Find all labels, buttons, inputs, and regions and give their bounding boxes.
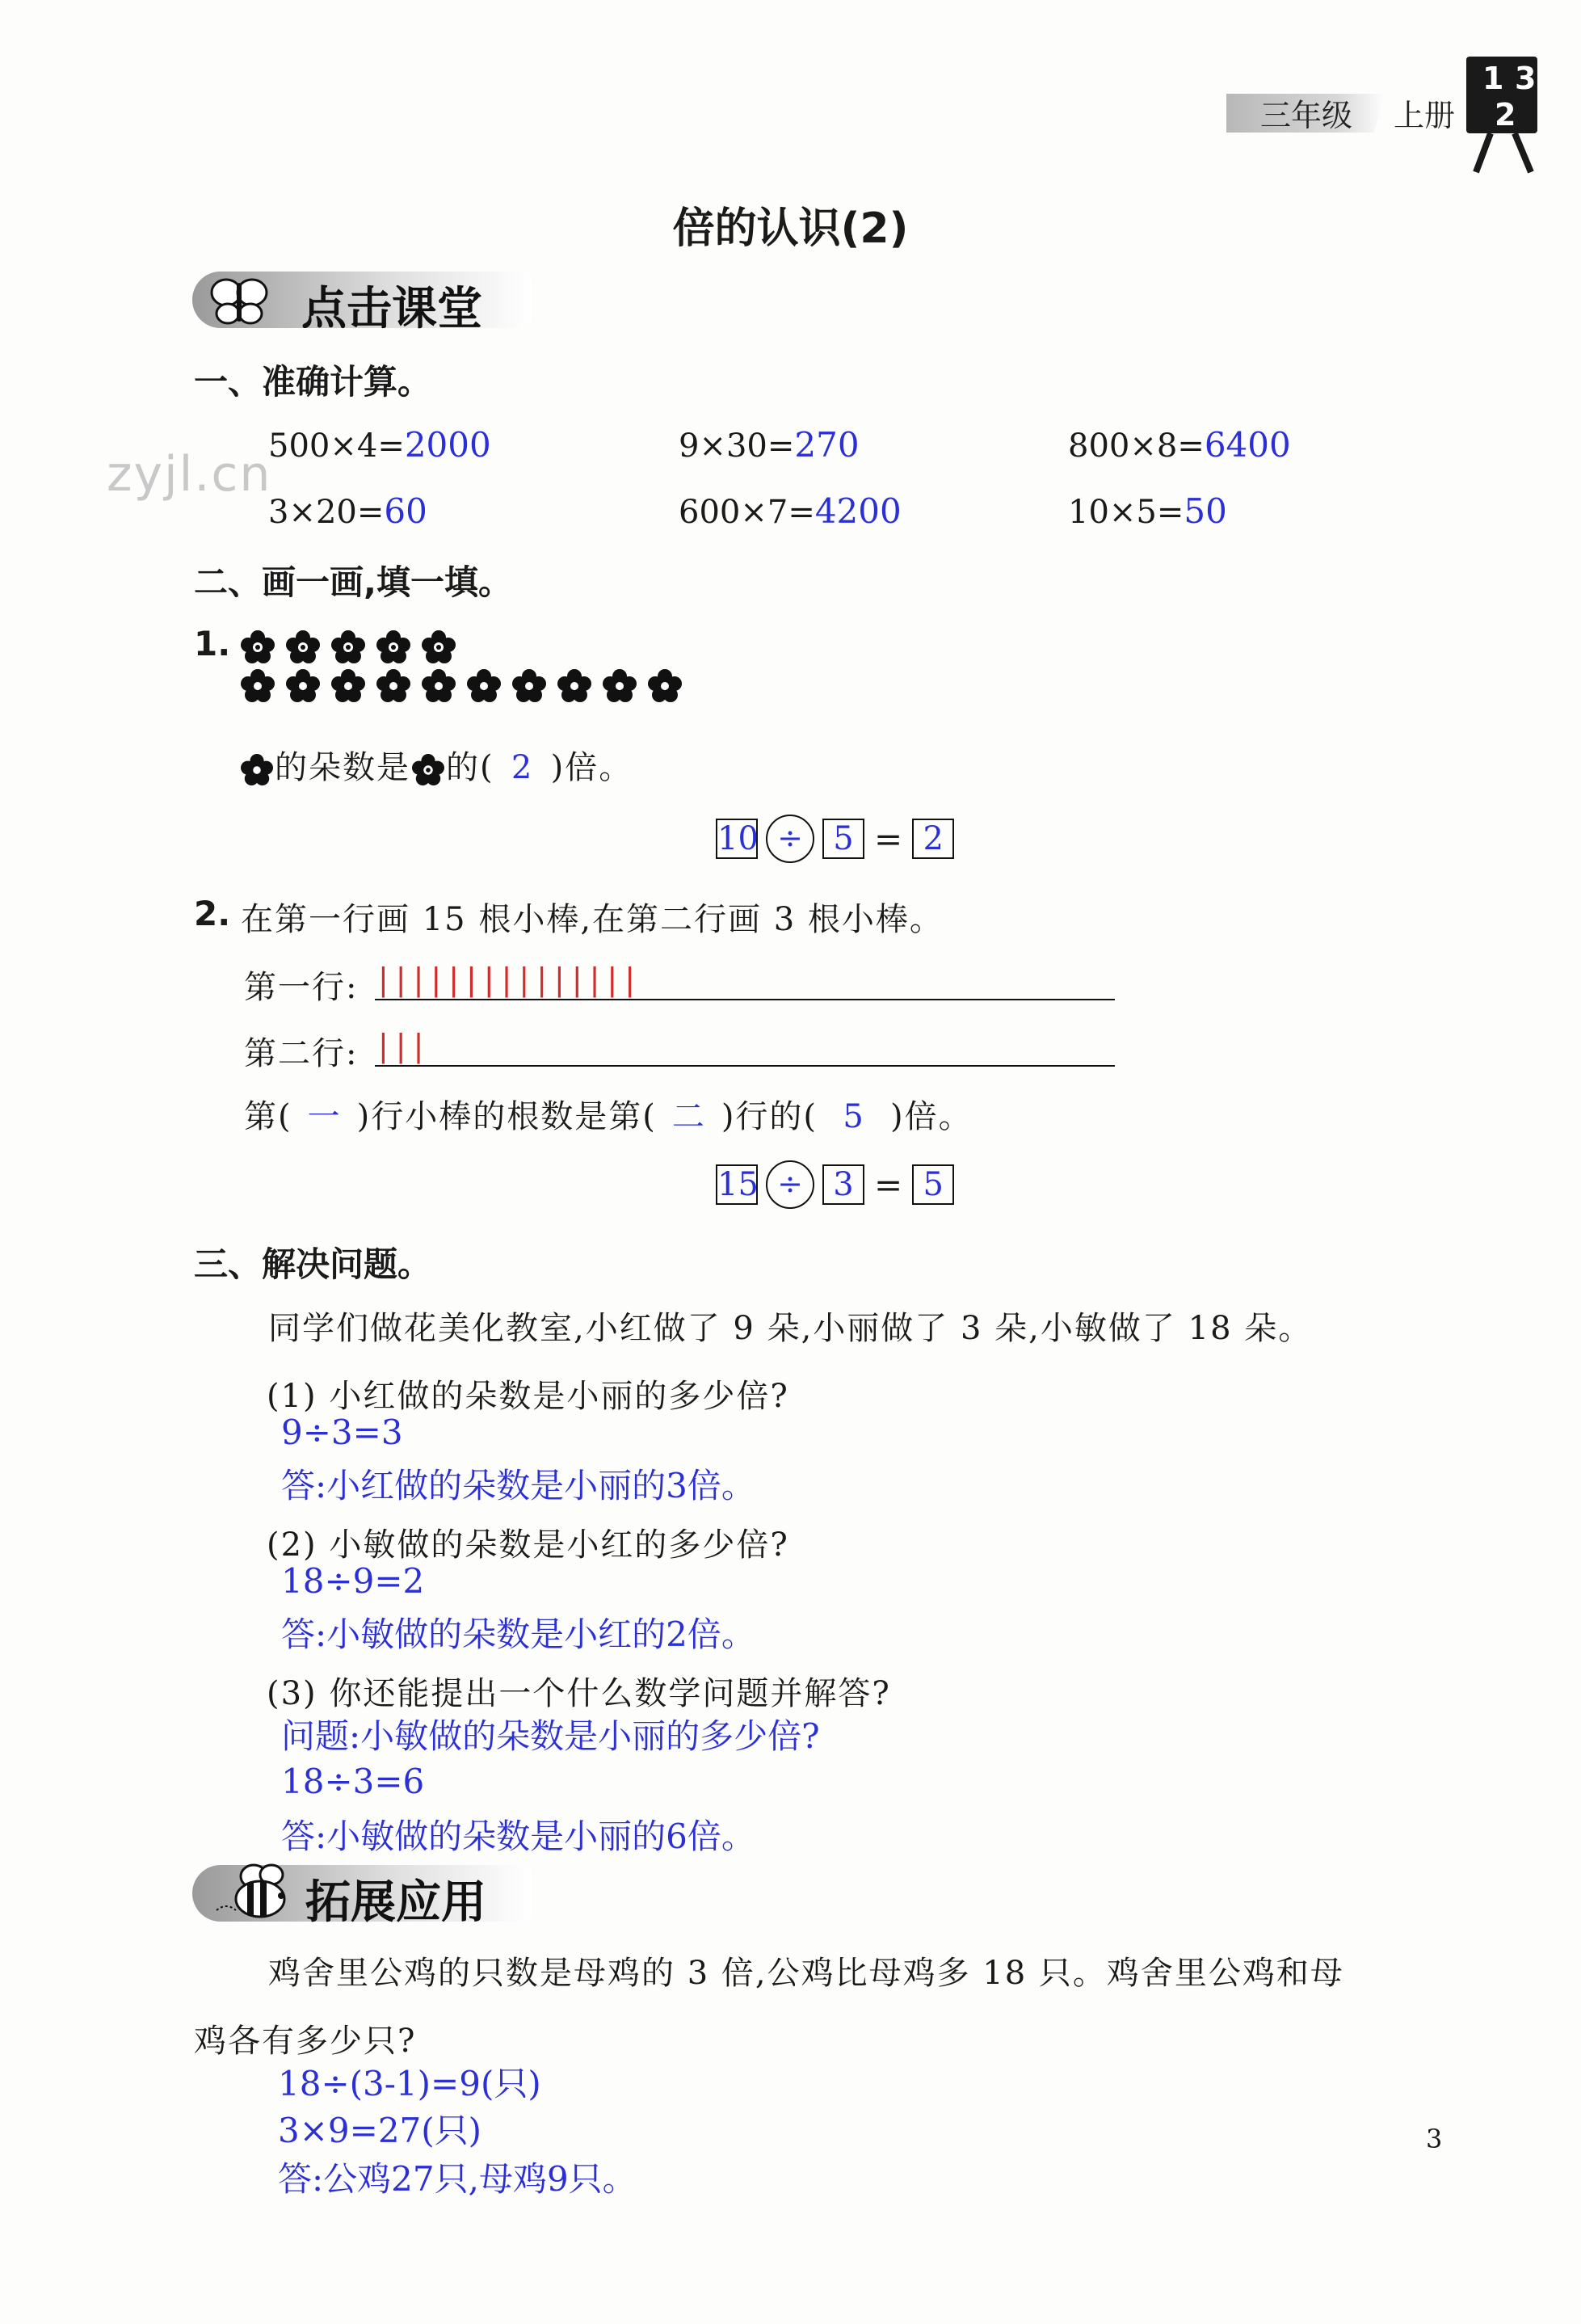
solid-flower-icon	[557, 669, 591, 703]
eq-operator: ÷	[766, 815, 814, 863]
part1-heading: 一、准确计算。	[194, 362, 432, 402]
row1-sticks: |||||||||||||||	[378, 962, 643, 997]
row2-line	[375, 1065, 1115, 1067]
question-3: (3) 你还能提出一个什么数学问题并解答?	[267, 1675, 891, 1712]
leafy-flower-icon	[331, 630, 365, 664]
q1-sentence	[241, 742, 633, 788]
volume-label: 上册	[1394, 98, 1456, 133]
q1-answer: 2	[511, 749, 534, 786]
question-2: (2) 小敏做的朵数是小红的多少倍?	[267, 1526, 789, 1564]
eq-box: 10	[717, 820, 759, 857]
eq-box: 3	[822, 1164, 864, 1205]
solid-flower-icon	[241, 669, 275, 703]
eq-box: 5	[912, 1164, 954, 1205]
row1-label: 第一行:	[244, 969, 359, 1006]
extend-line2: 鸡各有多少只?	[194, 2023, 417, 2060]
leafy-flower-icon	[422, 630, 456, 664]
board-digit-2: 3	[1515, 61, 1537, 96]
part3-intro: 同学们做花美化教室,小红做了 9 朵,小丽做了 3 朵,小敏做了 18 朵。	[268, 1310, 1313, 1347]
answer-1: 答:小红做的朵数是小丽的3倍。	[281, 1466, 755, 1505]
page-title: 倍的认识(2)	[672, 204, 909, 253]
fill-text: 第(	[244, 1098, 292, 1135]
solid-flower-icon	[603, 669, 637, 703]
calc-question: 800×8=	[1068, 427, 1205, 465]
calc-3: 18÷3=6	[281, 1762, 425, 1801]
fill-text: )行的(	[721, 1098, 818, 1135]
q1-text-b: 的(	[446, 749, 494, 786]
calc-answer: 4200	[814, 491, 902, 531]
q2-number: 2.	[194, 894, 231, 933]
fill-text: )行小棒的根数是第(	[356, 1098, 657, 1135]
calc-item	[679, 491, 902, 531]
flower-row-1	[241, 630, 467, 664]
blackboard-icon	[1458, 53, 1539, 174]
calc-question: 500×4=	[268, 427, 405, 465]
section-banner-extend	[192, 1865, 532, 1929]
section-banner-click	[192, 272, 532, 335]
calc-answer: 50	[1184, 491, 1227, 531]
butterfly-icon	[207, 272, 271, 328]
q1-text-c: )倍。	[550, 749, 633, 786]
extend-calc1: 18÷(3-1)=9(只)	[278, 2064, 541, 2103]
q2-fill-sentence	[244, 1091, 973, 1137]
q1-equation	[716, 815, 954, 863]
solid-flower-icon	[376, 669, 410, 703]
calc-item	[1068, 425, 1291, 465]
calc-question: 9×30=	[679, 427, 795, 465]
calc-item	[268, 491, 427, 531]
extend-line1: 鸡舍里公鸡的只数是母鸡的 3 倍,公鸡比母鸡多 18 只。鸡舍里公鸡和母	[268, 1955, 1344, 1992]
leafy-flower-icon	[412, 754, 444, 786]
calc-item	[268, 425, 491, 465]
flower-row-2	[241, 669, 693, 703]
board-digit-3: 2	[1495, 97, 1516, 133]
row1-line	[375, 999, 1115, 1000]
calc-item	[1068, 491, 1227, 531]
eq-sign: =	[874, 819, 903, 859]
problem-3: 问题:小敏做的朵数是小丽的多少倍?	[281, 1716, 820, 1756]
question-1: (1) 小红做的朵数是小丽的多少倍?	[267, 1378, 789, 1415]
answer-3: 答:小敏做的朵数是小丽的6倍。	[281, 1817, 755, 1856]
calc-answer: 6400	[1204, 425, 1291, 465]
solid-flower-icon	[422, 669, 456, 703]
q1-text-a: 的朵数是	[275, 749, 410, 786]
leafy-flower-icon	[286, 630, 320, 664]
q2-prompt: 在第一行画 15 根小棒,在第二行画 3 根小棒。	[241, 901, 944, 938]
calc-question: 3×20=	[268, 494, 385, 531]
extend-answer: 答:公鸡27只,母鸡9只。	[278, 2159, 637, 2199]
leafy-flower-icon	[241, 630, 275, 664]
section-label-extend: 拓展应用	[305, 1876, 486, 1929]
grade-label: 三年级	[1260, 98, 1353, 133]
row2-label: 第二行:	[244, 1035, 359, 1072]
calc-1: 9÷3=3	[281, 1413, 403, 1452]
fill-answer: 5	[843, 1098, 865, 1135]
eq-box: 5	[822, 819, 864, 859]
answer-2: 答:小敏做的朵数是小红的2倍。	[281, 1615, 755, 1654]
calc-answer: 60	[384, 491, 427, 531]
solid-flower-icon	[286, 669, 320, 703]
solid-flower-icon	[331, 669, 365, 703]
fill-answer: 二	[671, 1098, 706, 1135]
fill-text: )倍。	[890, 1098, 973, 1135]
q2-equation	[716, 1160, 954, 1209]
board-digit-1: 1	[1482, 61, 1504, 96]
solid-flower-icon	[648, 669, 682, 703]
calc-question: 600×7=	[679, 494, 815, 531]
watermark: zyjl.cn	[107, 446, 272, 503]
eq-sign: =	[874, 1164, 903, 1205]
calc-answer: 270	[794, 425, 860, 465]
page-number: 3	[1426, 2124, 1443, 2154]
eq-box: 2	[912, 819, 954, 859]
part2-heading: 二、画一画,填一填。	[194, 562, 512, 602]
calc-question: 10×5=	[1068, 494, 1184, 531]
extend-calc2: 3×9=27(只)	[278, 2111, 482, 2150]
bee-icon	[213, 1860, 302, 1925]
part3-heading: 三、解决问题。	[194, 1244, 432, 1284]
eq-box: 15	[717, 1166, 759, 1203]
eq-operator: ÷	[766, 1160, 814, 1209]
row2-sticks: |||	[378, 1028, 431, 1063]
fill-answer: 一	[307, 1098, 342, 1135]
calc-2: 18÷9=2	[281, 1561, 425, 1601]
solid-flower-icon	[467, 669, 501, 703]
section-label-click: 点击课堂	[301, 283, 482, 335]
calc-item	[679, 425, 860, 465]
solid-flower-icon	[241, 754, 273, 786]
leafy-flower-icon	[376, 630, 410, 664]
calc-answer: 2000	[404, 425, 491, 465]
q1-number: 1.	[194, 624, 231, 663]
solid-flower-icon	[512, 669, 546, 703]
